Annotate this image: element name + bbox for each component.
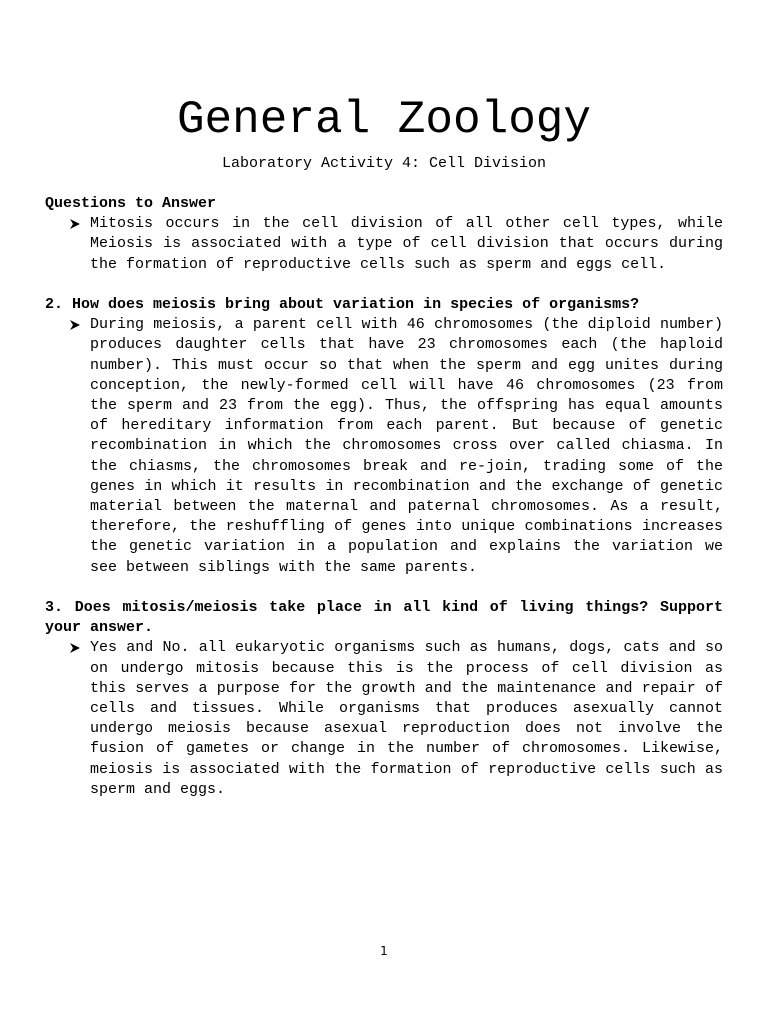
arrowhead-bullet-icon — [68, 638, 82, 658]
answer-item — [45, 638, 723, 800]
section-heading: 2. How does meiosis bring about variation in species of organisms? — [45, 296, 640, 313]
answer-item — [45, 315, 723, 578]
answer-text: Mitosis occurs in the cell division of all other cell types, while Meiosis is associated with a type of cell division that occurs during the formation of reproductive cells such as sperm and eggs cell. — [90, 215, 723, 273]
section-heading: 3. Does mitosis/meiosis take place in all kind of living things? Support your answer. — [45, 599, 723, 637]
section-spacer — [45, 275, 723, 295]
arrowhead-bullet-icon — [68, 214, 82, 234]
section-heading: Questions to Answer — [45, 195, 217, 212]
answer-item — [45, 214, 723, 275]
section-spacer — [45, 578, 723, 598]
document-body — [45, 194, 723, 800]
arrowhead-bullet-icon — [68, 315, 82, 335]
page-number: 1 — [380, 944, 388, 958]
answer-text: Yes and No. all eukaryotic organisms such as humans, dogs, cats and so on undergo mitosis because this is the process of cell division as this serves a purpose for the growth and the maintenance and repair of cells and tissues. While organisms that produces asexually cannot undergo meiosis because asexual reproduction does not involve the fusion of gametes or change in the number of chromosomes. Likewise, meiosis is associated with the formation of reproductive cells such as sperm and eggs. — [90, 639, 723, 798]
document-title: General Zoology — [176, 94, 592, 146]
answer-text: During meiosis, a parent cell with 46 chromosomes (the diploid number) produces daughter cells that have 23 chromosomes each (the haploid number). This must occur so that when the sperm and egg unites during conception, the newly-formed cell will have 46 chromosomes (23 from the sperm and 23 from the egg). Thus, the offspring has equal amounts of hereditary information from each parent. But because of genetic recombination in which the chromosomes cross over called chiasma. In the chiasms, the chromosomes break and re-join, trading some of the genes in which it results in recombination and the exchange of genetic material between the maternal and paternal chromosomes. As a result, therefore, the reshuffling of genes into unique combinations increases the genetic variation in a population and explains the variation we see between siblings with the same parents. — [90, 316, 723, 576]
document-subtitle: Laboratory Activity 4: Cell Division — [221, 155, 547, 172]
